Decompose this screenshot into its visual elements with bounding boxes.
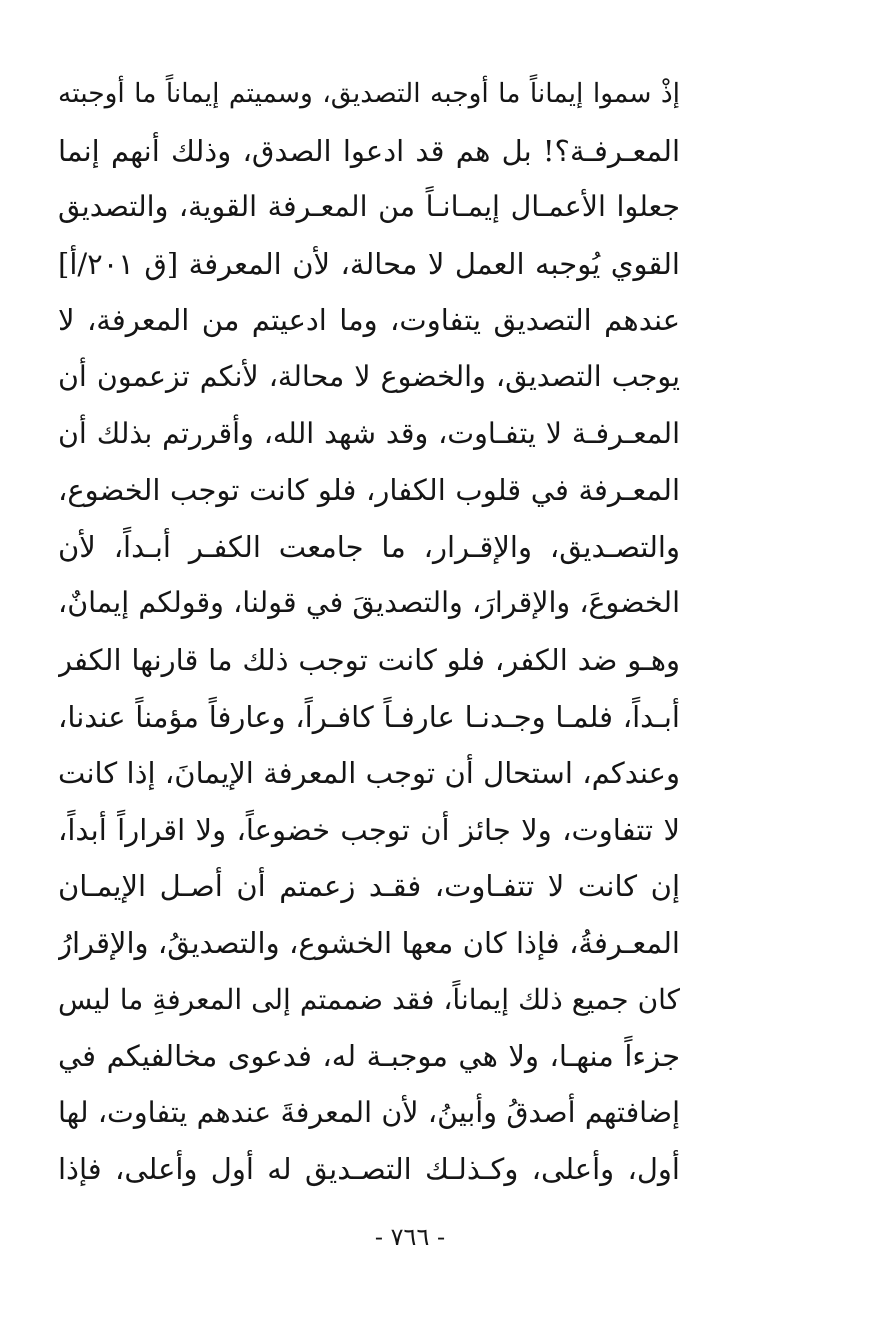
- text-line: إن كانت لا تتفـاوت، فقـد زعمتم أن أصـل الإيمـان: [58, 869, 680, 904]
- text-line: المعـرفةُ، فإذا كان معها الخشوع، والتصديقُ، والإقرارُ: [58, 925, 680, 960]
- text-line: الخضوعَ، والإقرارَ، والتصديقَ في قولنا، وقولكم إيمانٌ،: [58, 586, 680, 620]
- text-line: جعلوا الأعمـال إيمـانـاً من المعـرفة القوية، والتصديق: [58, 190, 680, 224]
- text-line: المعـرفـة لا يتفـاوت، وقد شهد الله، وأقررتم بذلك أن: [58, 416, 680, 450]
- text-line: عندهم التصديق يتفاوت، وما ادعيتم من المعرفة، لا: [58, 303, 680, 338]
- text-line: أبـداً، فلمـا وجـدنـا عارفـاً كافـراً، وعارفاً مؤمناً عندنا،: [58, 699, 680, 734]
- text-line: القوي يُوجبه العمل لا محالة، لأن المعرفة [ق ٢٠١/أ]: [58, 246, 680, 281]
- text-line: جزءاً منهـا، ولا هي موجبـة له، فدعوى مخالفيكم في: [58, 1039, 680, 1074]
- body-text: [58, 66, 680, 1198]
- text-line: أول، وأعلى، وكـذلـك التصـديق له أول وأعلى، فإذا: [58, 1152, 680, 1187]
- text-line: وهـو ضد الكفر، فلو كانت توجب ذلك ما قارنها الكفر: [58, 642, 680, 677]
- text-line: إضافتهم أصدقُ وأبينُ، لأن المعرفةَ عندهم يتفاوت، لها: [58, 1095, 680, 1129]
- text-line: وعندكم، استحال أن توجب المعرفة الإيمانَ، إذا كانت: [58, 756, 680, 791]
- text-line: كان جميع ذلك إيماناً، فقد ضممتم إلى المعرفةِ ما ليس: [58, 982, 680, 1016]
- text-line: إذْ سموا إيماناً ما أوجبه التصديق، وسميتم إيماناً ما أوجبته: [58, 78, 680, 109]
- text-line: المعـرفة في قلوب الكفار، فلو كانت توجب الخضوع،: [58, 473, 680, 508]
- text-line: يوجب التصديق، والخضوع لا محالة، لأنكم تزعمون أن: [58, 359, 680, 393]
- page-number: - ٧٦٦ -: [374, 1223, 446, 1251]
- text-line: المعـرفـة؟! بل هم قد ادعوا الصدق، وذلك أنهم إنما: [58, 133, 680, 168]
- text-line: لا تتفاوت، ولا جائز أن توجب خضوعاً، ولا اقراراً أبداً،: [58, 812, 680, 847]
- text-line: والتصـديق، والإقـرار، ما جامعت الكفـر أبـداً، لأن: [58, 529, 680, 564]
